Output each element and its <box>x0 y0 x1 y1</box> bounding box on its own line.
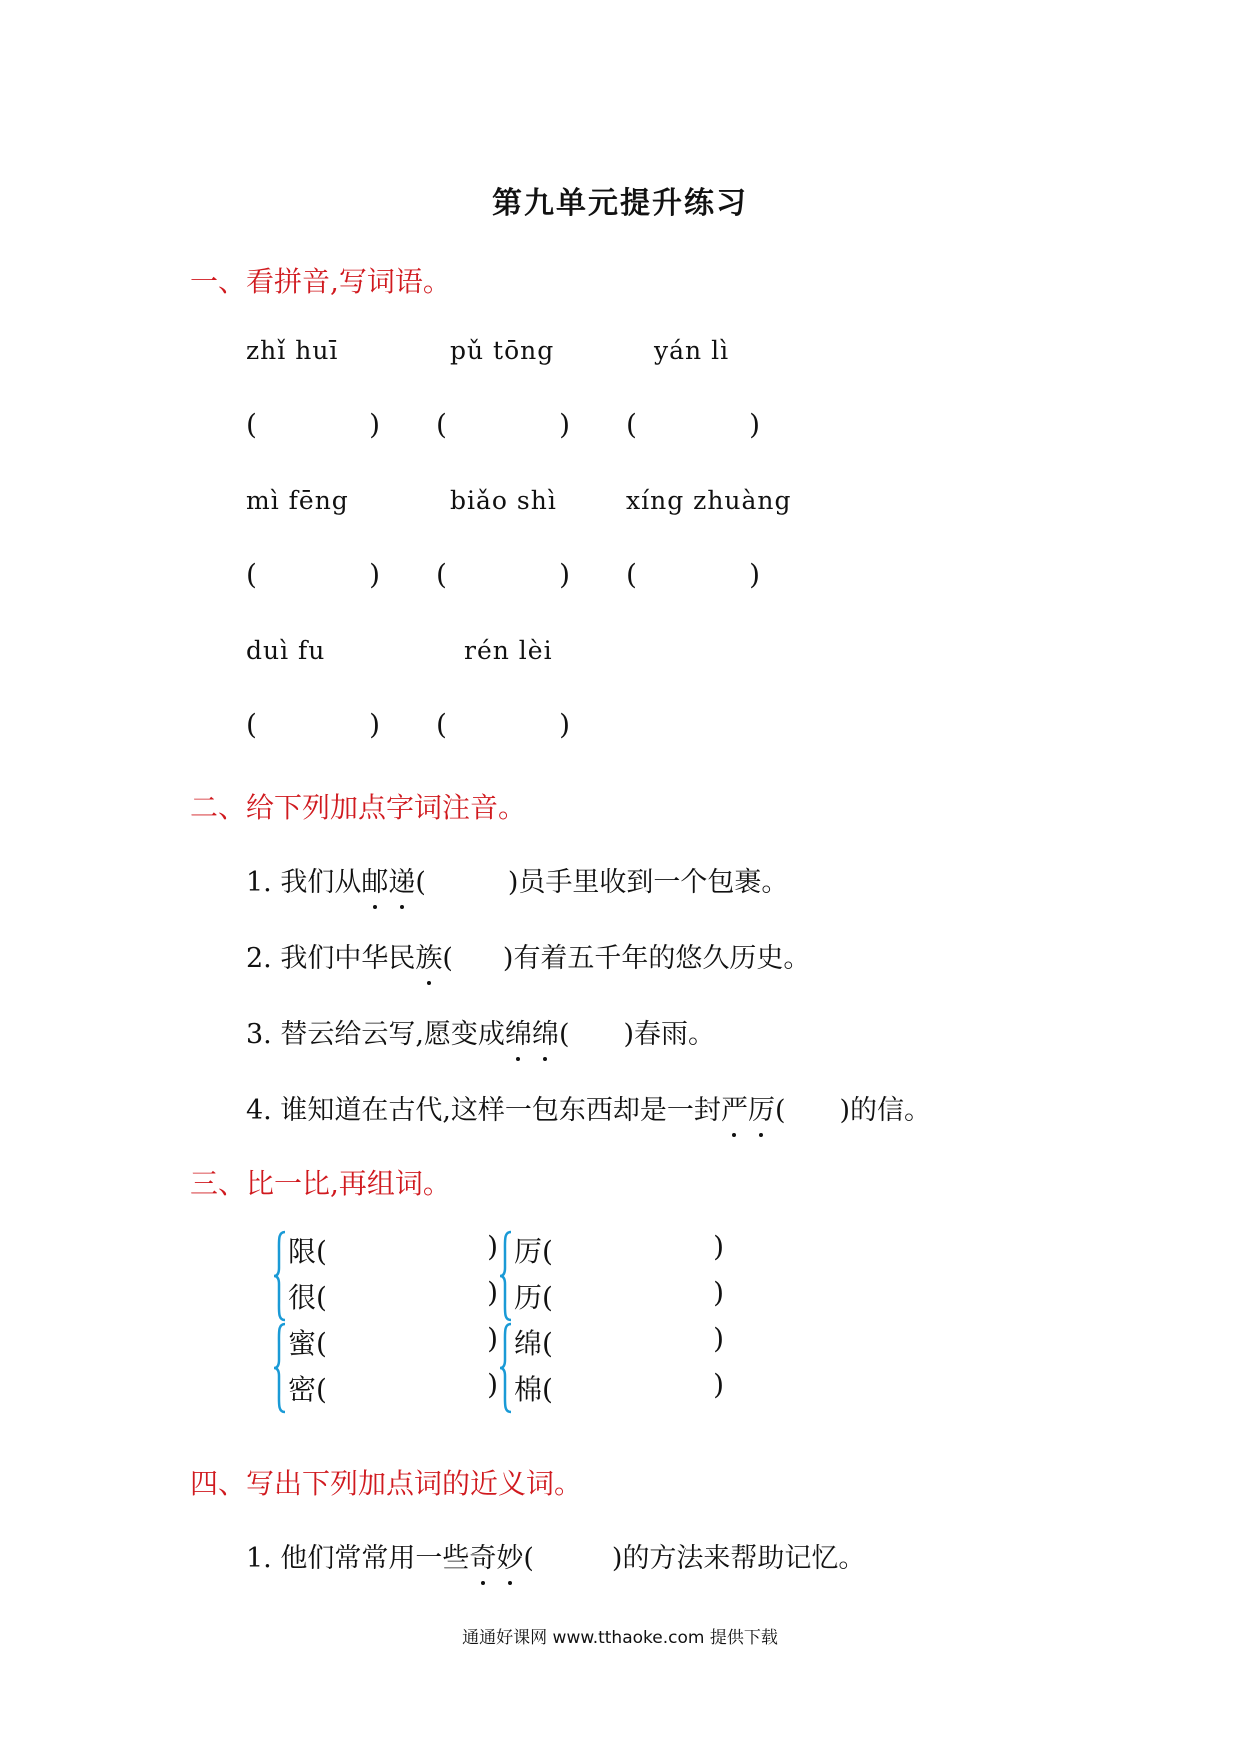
exercise-sentence: 4. 谁知道在古代,这样一包东西却是一封严厉( )的信。 <box>246 1088 931 1127</box>
dotted-char: 严 <box>721 1088 748 1127</box>
pinyin-item: xíng zhuàng <box>626 486 792 515</box>
page-title: 第九单元提升练习 <box>492 186 748 221</box>
section-1-heading: 一、看拼音,写词语。 <box>190 265 451 298</box>
section-2-heading: 二、给下列加点字词注音。 <box>190 791 527 824</box>
dotted-char: 递 <box>388 860 415 899</box>
section-4-heading: 四、写出下列加点词的近义词。 <box>190 1467 583 1500</box>
dotted-char: 族 <box>415 936 442 975</box>
dotted-char: 邮 <box>361 860 388 899</box>
page-footer: 通通好课网 www.tthaoke.com 提供下载 <box>462 1628 778 1648</box>
dotted-char: 绵 <box>505 1012 532 1051</box>
answer-blank[interactable]: ( ) <box>246 408 380 441</box>
answer-blank[interactable]: 棉( <box>514 1373 553 1406</box>
answer-blank[interactable]: 厉( <box>514 1235 553 1268</box>
answer-blank[interactable]: ( ) <box>774 1095 851 1126</box>
compare-pair: 限( ) 很( ) <box>272 1230 502 1322</box>
pinyin-item: duì fu <box>246 636 326 665</box>
dotted-char: 妙 <box>496 1536 523 1575</box>
answer-blank[interactable]: ( ) <box>523 1543 623 1574</box>
compare-pair: 蜜( ) 密( ) <box>272 1322 502 1414</box>
answer-blank[interactable]: 绵( <box>514 1327 553 1360</box>
pinyin-item: pǔ tōng <box>450 336 555 365</box>
pinyin-item: zhǐ huī <box>246 336 339 365</box>
pinyin-item: yán lì <box>654 336 730 365</box>
exercise-sentence: 1. 我们从邮递( )员手里收到一个包裹。 <box>246 860 788 899</box>
answer-blank[interactable]: ( ) <box>436 558 570 591</box>
answer-blank[interactable]: ( ) <box>415 867 519 898</box>
answer-blank[interactable]: ( ) <box>626 408 760 441</box>
dotted-char: 奇 <box>469 1536 496 1575</box>
answer-blank[interactable]: 很( <box>288 1281 327 1314</box>
compare-pair: 绵( ) 棉( ) <box>498 1322 728 1414</box>
answer-blank[interactable]: 密( <box>288 1373 327 1406</box>
dotted-char: 绵 <box>532 1012 559 1051</box>
brace-icon <box>272 1322 288 1414</box>
answer-blank[interactable]: ( ) <box>436 408 570 441</box>
pinyin-item: biǎo shì <box>450 486 557 515</box>
answer-blank[interactable]: 历( <box>514 1281 553 1314</box>
dotted-char: 厉 <box>748 1088 775 1127</box>
section-3-heading: 三、比一比,再组词。 <box>190 1167 451 1200</box>
answer-blank[interactable]: 蜜( <box>288 1327 327 1360</box>
pinyin-item: mì fēng <box>246 486 349 515</box>
brace-icon <box>498 1322 514 1414</box>
answer-blank[interactable]: ( ) <box>246 708 380 741</box>
exercise-sentence: 2. 我们中华民族( )有着五千年的悠久历史。 <box>246 936 810 975</box>
compare-pair: 厉( ) 历( ) <box>498 1230 728 1322</box>
answer-blank[interactable]: 限( <box>288 1235 327 1268</box>
answer-blank[interactable]: ( ) <box>626 558 760 591</box>
exercise-sentence: 3. 替云给云写,愿变成绵绵( )春雨。 <box>246 1012 715 1051</box>
answer-blank[interactable]: ( ) <box>436 708 570 741</box>
answer-blank[interactable]: ( ) <box>442 943 514 974</box>
exercise-sentence: 1. 他们常常用一些奇妙( )的方法来帮助记忆。 <box>246 1536 865 1575</box>
brace-icon <box>498 1230 514 1322</box>
brace-icon <box>272 1230 288 1322</box>
pinyin-item: rén lèi <box>464 636 553 665</box>
answer-blank[interactable]: ( ) <box>246 558 380 591</box>
answer-blank[interactable]: ( ) <box>558 1019 635 1050</box>
